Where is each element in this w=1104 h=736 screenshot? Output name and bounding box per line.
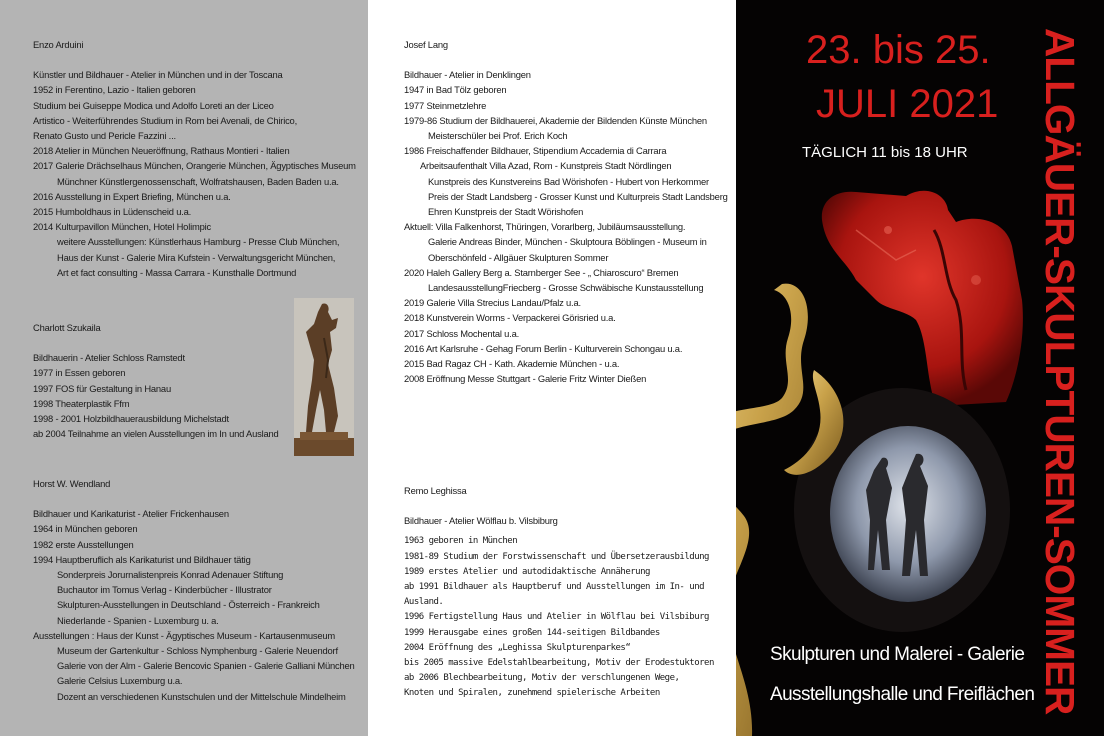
date-range-line2: JULI 2021 — [816, 82, 999, 126]
bio-lang — [404, 37, 728, 386]
bio-line: 2018 Kunstverein Worms - Verpackerei Görisried u.a. — [404, 312, 616, 324]
left-panel — [0, 0, 368, 736]
bio-line: 1981-89 Studium der Forstwissenschaft und Übersetzerausbildung — [404, 551, 709, 562]
bio-line: Dozent an verschiedenen Kunstschulen und der Mittelschule Mindelheim — [57, 690, 346, 702]
bio-line: Münchner Künstlergenossenschaft, Wolfratshausen, Baden Baden u.a. — [57, 175, 339, 187]
bio-line: Preis der Stadt Landsberg - Grosser Kunst und Kulturpreis Stadt Landsberg — [428, 190, 728, 202]
bio-line: Galerie von der Alm - Galerie Bencovic Spanien - Galerie Galliani München — [57, 660, 355, 672]
bio-line: Galerie Celsius Luxemburg u.a. — [57, 675, 183, 687]
bio-line: weitere Ausstellungen: Künstlerhaus Hamburg - Presse Club München, — [57, 236, 340, 248]
bio-lines — [404, 67, 728, 386]
bio-line: ab 2004 Teilnahme an vielen Ausstellungen im In und Ausland — [33, 428, 279, 440]
bio-line: Kunstpreis des Kunstvereins Bad Wörishofen - Hubert von Herkommer — [428, 175, 709, 187]
bio-line: Ausstellungen : Haus der Kunst - Ägyptisches Museum - Kartausenmuseum — [33, 629, 335, 641]
bio-line: 2016 Ausstellung in Expert Briefing, München u.a. — [33, 190, 231, 202]
bio-line: 1998 Theaterplastik Ffm — [33, 397, 130, 409]
bio-line: Meisterschüler bei Prof. Erich Koch — [428, 130, 568, 142]
bio-line: Galerie Andreas Binder, München - Skulptoura Böblingen - Museum in — [428, 236, 707, 248]
bio-line: 1952 in Ferentino, Lazio - Italien geboren — [33, 84, 196, 96]
bio-line: LandesausstellungFriecberg - Grosse Schwäbische Kunstausstellung — [428, 282, 704, 294]
bio-line: Bildhauer - Atelier in Denklingen — [404, 69, 531, 81]
bronze-figure-photo — [294, 298, 354, 456]
bio-line: 2017 Schloss Mochental u.a. — [404, 327, 519, 339]
bio-line: 2020 Haleh Gallery Berg a. Starnberger See - „ Chiaroscuro“ Bremen — [404, 266, 679, 278]
bio-line: 1977 in Essen geboren — [33, 367, 126, 379]
bio-line: Skulpturen-Ausstellungen in Deutschland - Österreich - Frankreich — [57, 599, 320, 611]
bio-line: 2017 Galerie Drächselhaus München, Orangerie München, Ägyptisches Museum — [33, 160, 356, 172]
bio-line: Museum der Gartenkultur - Schloss Nymphenburg - Galerie Neuendorf — [57, 645, 338, 657]
bio-line: Sonderpreis Jorurnalistenpreis Konrad Adenauer Stiftung — [57, 569, 284, 581]
bio-line: 1986 Freischaffender Bildhauer, Stipendium Accademia di Carrara — [404, 145, 667, 157]
bio-line: 1997 FOS für Gestaltung in Hanau — [33, 382, 171, 394]
bio-line: Oberschönfeld - Allgäuer Skulpturen Sommer — [428, 251, 609, 263]
bio-line: 1989 erstes Atelier und autodidaktische Annäherung — [404, 566, 650, 577]
bio-line: 1963 geboren in München — [404, 536, 518, 547]
bio-line: Ausland. — [404, 597, 444, 608]
bio-line: Renato Gusto und Pericle Fazzini ... — [33, 130, 176, 142]
bio-line: 2019 Galerie Villa Strecius Landau/Pfalz u.a. — [404, 297, 581, 309]
artist-name: Josef Lang — [404, 39, 448, 50]
opening-hours: TÄGLICH 11 bis 18 UHR — [802, 144, 968, 161]
bio-lines — [33, 350, 279, 441]
bio-line: 1982 erste Ausstellungen — [33, 538, 134, 550]
bio-szukaila — [33, 320, 279, 441]
bio-line: 1977 Steinmetzlehre — [404, 99, 487, 111]
bio-line: Buchautor im Tomus Verlag - Kinderbücher - Illustrator — [57, 584, 272, 596]
bio-lines — [33, 506, 355, 704]
bio-line: Aktuell: Villa Falkenhorst, Thüringen, Vorarlberg, Jubiläumsausstellung. — [404, 221, 686, 233]
bio-line: 1996 Fertigstellung Haus und Atelier in Wölflau bei Vilsbiburg — [404, 612, 709, 623]
bio-line: 2018 Atelier in München Neueröffnung, Rathaus Montieri - Italien — [33, 145, 290, 157]
bio-line: 1994 Hauptberuflich als Karikaturist und Bildhauer tätig — [33, 553, 251, 565]
bio-line: 2004 Eröffnung des „Leghissa Skulpturenparkes“ — [404, 642, 631, 653]
bio-line: 1947 in Bad Tölz geboren — [404, 84, 507, 96]
artist-name: Horst W. Wendland — [33, 478, 111, 489]
bio-line: 2015 Humboldhaus in Lüdenscheid u.a. — [33, 206, 192, 218]
bio-wendland — [33, 476, 355, 704]
gold-spiral-sculpture-photo — [736, 280, 864, 736]
bio-lines-mono — [404, 534, 714, 701]
bio-line: 1964 in München geboren — [33, 523, 138, 535]
bio-line: Künstler und Bildhauer - Atelier in München und in der Toscana — [33, 69, 283, 81]
venue-line2: Ausstellungshalle und Freiflächen — [770, 684, 1035, 705]
bio-line: Niederlande - Spanien - Luxemburg u. a. — [57, 614, 219, 626]
bio-line: ab 2006 Blechbearbeitung, Motiv der verschlungenen Wege, — [404, 673, 680, 684]
bio-line: 1979-86 Studium der Bildhauerei, Akademie der Bildenden Künste München — [404, 114, 707, 126]
bio-line: Haus der Kunst - Galerie Mira Kufstein - Verwaltungsgericht München, — [57, 251, 336, 263]
middle-panel — [368, 0, 736, 736]
bio-line: ab 1991 Bildhauer als Hauptberuf und Ausstellungen im In- und — [404, 582, 705, 593]
bio-line: 2015 Bad Ragaz CH - Kath. Akademie München - u.a. — [404, 358, 620, 370]
bio-line: Artistico - Weiterführendes Studium in Rom bei Avenali, de Chirico, — [33, 114, 297, 126]
bio-line: 1998 - 2001 Holzbildhauerausbildung Michelstadt — [33, 413, 229, 425]
bio-arduini — [33, 37, 356, 280]
date-range-line1: 23. bis 25. — [806, 28, 991, 72]
artist-subtitle: Bildhauer - Atelier Wölflau b. Vilsbiburg — [404, 515, 558, 527]
bio-line: Art et fact consulting - Massa Carrara - Kunsthalle Dortmund — [57, 266, 297, 278]
event-title-text: ALLGÄUER-SKULPTUREN-SOMMER — [1037, 28, 1083, 715]
bio-line: Bildhauerin - Atelier Schloss Ramstedt — [33, 352, 185, 364]
artist-name: Charlott Szukaila — [33, 322, 101, 333]
artist-name: Enzo Arduini — [33, 39, 84, 50]
bio-line: Studium bei Guiseppe Modica und Adolfo Loreti an der Liceo — [33, 99, 274, 111]
bio-line: bis 2005 massive Edelstahlbearbeitung, Motiv der Erodestuktoren — [404, 658, 714, 669]
bio-line: 2008 Eröffnung Messe Stuttgart - Galerie Fritz Winter Dießen — [404, 373, 647, 385]
venue-line1: Skulpturen und Malerei - Galerie — [770, 644, 1025, 665]
bio-line: Ehren Kunstpreis der Stadt Wörishofen — [428, 206, 584, 218]
bio-leghissa — [404, 483, 714, 702]
bio-line: Knoten und Spiralen, zunehmend spielerische Arbeiten — [404, 688, 660, 699]
artist-name: Remo Leghissa — [404, 485, 467, 496]
bio-line: 2014 Kulturpavillon München, Hotel Holimpic — [33, 221, 211, 233]
bio-line: Arbeitsaufenthalt Villa Azad, Rom - Kunstpreis Stadt Nördlingen — [420, 160, 672, 172]
bio-lines — [33, 67, 356, 280]
bio-line: 1999 Herausgabe eines großen 144-seitigen Bildbandes — [404, 627, 660, 638]
bio-line: 2016 Art Karlsruhe - Gehag Forum Berlin - Kulturverein Schongau u.a. — [404, 342, 683, 354]
bio-line: Bildhauer und Karikaturist - Atelier Frickenhausen — [33, 508, 229, 520]
